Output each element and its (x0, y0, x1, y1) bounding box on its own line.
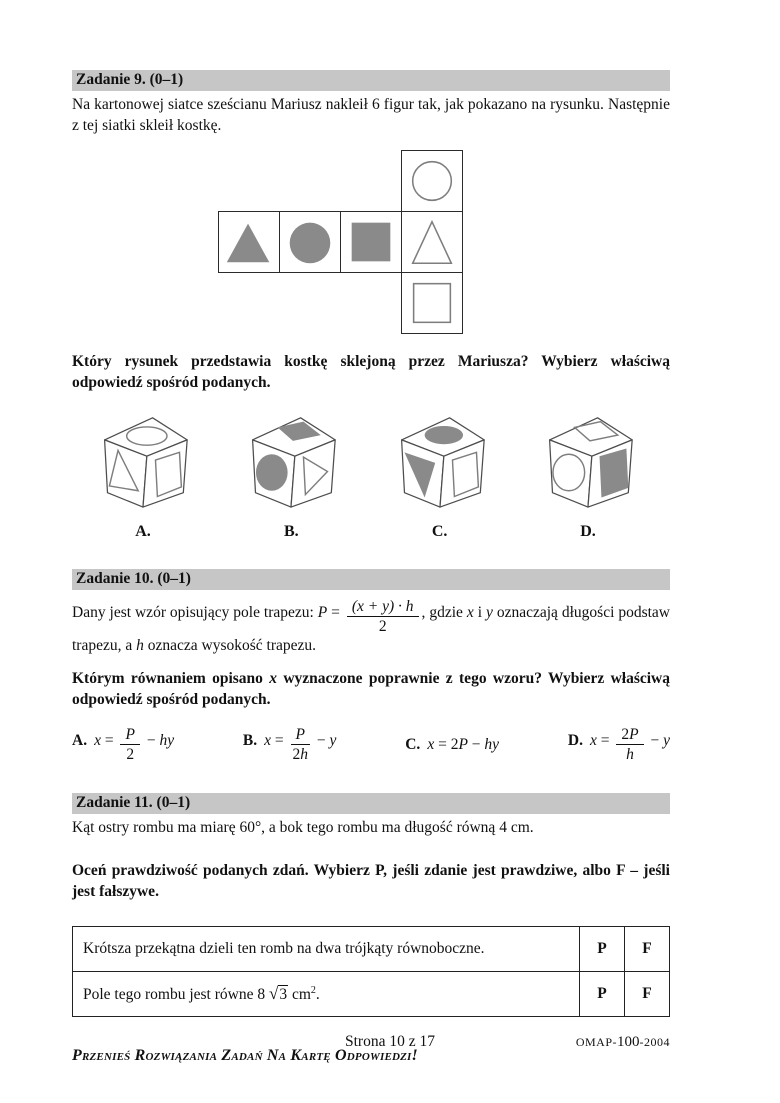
statement-1: Krótsza przekątna dzieli ten romb na dwa trójkąty równoboczne. (73, 927, 580, 972)
page-content (72, 70, 670, 1065)
radical-sign: √ (268, 984, 279, 1004)
net-cell-circle-outline (401, 150, 463, 212)
task9-intro: Na kartonowej siatce sześcianu Mariusz nakleił 6 figur tak, jak pokazano na rysunku. Następnie z tej siatki skleił kostkę. (72, 96, 670, 134)
intro-text: Dany jest wzór opisujący pole trapezu: (72, 604, 318, 622)
answer-figure-a (83, 411, 203, 541)
square-outline-icon (403, 274, 461, 332)
net-cell-triangle-filled (218, 211, 280, 273)
answer-figure-d (528, 411, 648, 541)
net-cell-circle-filled (279, 211, 341, 273)
row2-true-cell: P (580, 972, 625, 1017)
option-a-label: A. (135, 523, 151, 540)
formula-option-d: D. x = $\frac{2P}{h}$ − y (567, 726, 670, 764)
task11-header (72, 793, 670, 814)
true-false-table (72, 926, 670, 1017)
table-row (73, 927, 670, 972)
task10-options (72, 726, 670, 763)
formula-option-c: C. x = 2P − hy (405, 735, 500, 753)
net-cell-square-outline (401, 272, 463, 334)
row2-false-cell: F (625, 972, 670, 1017)
row1-false-cell: F (625, 927, 670, 972)
square-filled-icon (342, 213, 400, 271)
task10-header (72, 569, 670, 590)
page-footer (0, 1033, 780, 1057)
task10-title: Zadanie 10. (0–1) (76, 570, 191, 587)
cube-d-drawing (540, 411, 636, 511)
circle-outline-icon (403, 152, 461, 210)
task9-header (72, 70, 670, 91)
net-cell-triangle-outline (401, 211, 463, 273)
task10-intro: Dany jest wzór opisujący pole trapezu: P = $\frac{(x + y) \cdot h}{2}$ , gdzie x i y oznaczają długości podstaw trapezu, a h oznacza wysokość trapezu. (72, 598, 670, 655)
task11-title: Zadanie 11. (0–1) (76, 794, 191, 812)
statement-2: Pole tego rombu jest równe 8 √3 $cm^2$. (73, 972, 580, 1017)
triangle-outline-icon (403, 213, 461, 271)
row1-true-cell: P (580, 927, 625, 972)
transfer-answers-note: Przenieś Rozwiązania Zadań Na Kartę Odpowiedzi! (72, 1047, 418, 1065)
circle-filled-icon (424, 426, 462, 444)
formula-option-a: A. x = $\frac{P}{2}$ − hy (72, 726, 175, 764)
table-row (73, 972, 670, 1017)
triangle-filled-icon (220, 213, 278, 271)
cube-c-drawing (392, 411, 488, 511)
task11-intro: Kąt ostry rombu ma miarę 60°, a bok tego rombu ma długość równą 4 cm. (72, 819, 534, 837)
formula-option-b: B. x = $\frac{P}{2h}$ − y (242, 726, 337, 764)
cube-b-drawing (243, 411, 339, 511)
option-c-label: C. (431, 523, 448, 540)
circle-filled-icon (256, 454, 288, 490)
task9-options (72, 411, 670, 541)
cube-net-figure (218, 150, 463, 335)
document-code: OMAP-100-2004 (575, 1034, 670, 1050)
option-d-label: D. (580, 523, 596, 540)
option-b-label: B. (283, 523, 299, 540)
task11-instruction: Oceń prawdziwość podanych zdań. Wybierz P, jeśli zdanie jest prawdziwe, albo F – jeśli jest fałszywe. (72, 862, 670, 901)
net-cell-square-filled (340, 211, 402, 273)
page-number: Strona 10 z 17 (345, 1033, 435, 1050)
task9-question: Który rysunek przedstawia kostkę sklejoną przez Mariusza? Wybierz właściwą odpowiedź spośród podanych. (72, 353, 670, 391)
trapezoid-formula: P = $\frac{(x + y) \cdot h}{2}$ (318, 604, 422, 621)
task9-title: Zadanie 9. (0–1) (76, 71, 184, 88)
task10-question: Którym równaniem opisano x wyznaczone poprawnie z tego wzoru? Wybierz właściwą odpowiedź spośród podanych. (72, 670, 670, 709)
cube-a-drawing (95, 411, 191, 511)
circle-filled-icon (281, 213, 339, 271)
answer-figure-b (231, 411, 351, 541)
answer-figure-c (380, 411, 500, 541)
